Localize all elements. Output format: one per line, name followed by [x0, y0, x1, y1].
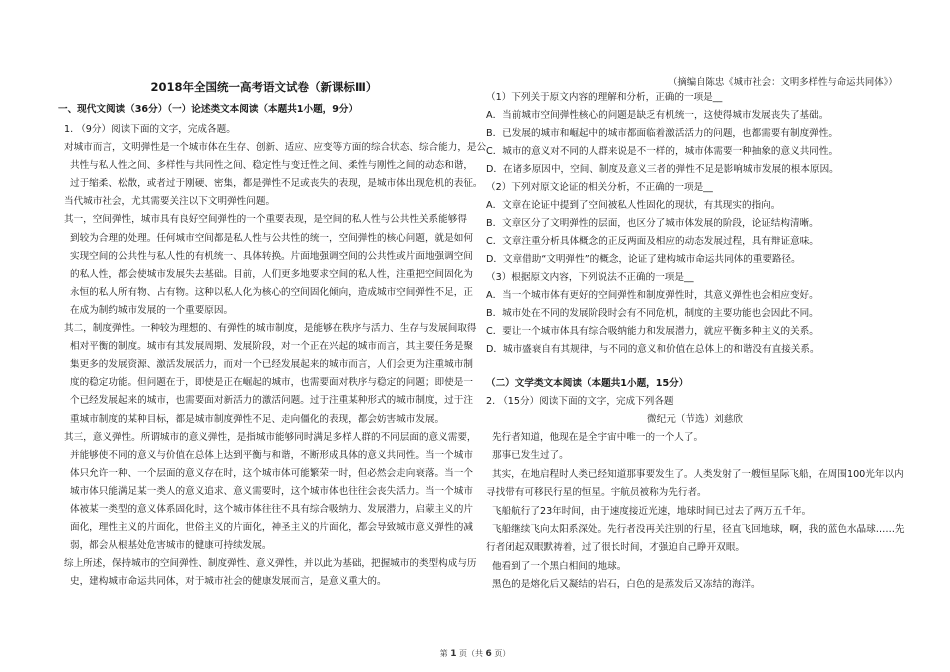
page-title: 2018年全国统一高考语文试卷（新课标Ⅲ）: [150, 80, 378, 94]
footer-suffix: 页）: [494, 649, 511, 658]
story-line: 黑色的是熔化后又凝结的岩石，白色的是蒸发后又冻结的海洋。: [492, 579, 761, 590]
q3-option-a: A．当一个城市体有更好的空间弹性和制度弹性时，其意义弹性也会相应变好。: [486, 290, 819, 301]
section-heading-1: 一、现代文阅读（36分）（一）论述类文本阅读（本题共1小题，9分）: [58, 104, 359, 115]
story-line: 那事已发生过了。: [492, 450, 569, 461]
passage-line: 体被某一类型的意义体系固化时，这个城市体往往不具有综合吸纳力、发展潜力，启蒙主义的片: [70, 504, 473, 515]
story-line: 他看到了一个黑白相间的地球。: [492, 561, 627, 572]
passage-line: 并能够使不同的意义与价值在总体上达到平衡与和谐，不断形成具体的意义共同性。当一个城市: [70, 450, 473, 461]
q3-option-b: B．城市处在不同的发展阶段时会有不同危机，制度的主要功能也会因此不同。: [486, 308, 819, 319]
story-line: 寻找带有可移民行星的恒星。宇航员被称为先行者。: [486, 487, 707, 498]
passage-line: 共性与私人性之间、多样性与共同性之间、稳定性与变迁性之间、柔性与刚性之间的动态和谐，: [70, 160, 473, 171]
story-line: 飞船继续飞向太阳系深处。先行者没再关注别的行星，径直飞回地球，啊，我的蓝色水晶球……先: [492, 524, 905, 535]
question-2-intro: 2. （15分）阅读下面的文字，完成下列各题: [486, 396, 674, 407]
passage-line: 史，建构城市命运共同体，对于城市社会的健康发展而言，是意义重大的。: [70, 576, 387, 587]
q1-stem: （1）下列关于原文内容的理解和分析，正确的一项是__: [486, 92, 723, 103]
story-line: 先行者知道，他现在是全宇宙中唯一的一个人了。: [492, 432, 704, 443]
q2-option-c: C．文章注重分析具体概念的正反两面及相应的动态发展过程，具有辩证意味。: [486, 236, 819, 247]
story-title: 微纪元（节选）刘慈欣: [647, 414, 743, 425]
passage-line: 相对平衡的制度。城市有其发展周期、发展阶段，对一个正在兴起的城市而言，其主要任务是聚: [70, 341, 473, 352]
passage-line: 集更多的发展资源、激活发展活力，而对一个已经发展起来的城市而言，人们会更为注重城市制: [70, 359, 473, 370]
q3-option-d: D．城市盛衰自有其规律，与不同的意义和价值在总体上的和谐没有直接关系。: [486, 344, 820, 355]
story-line: 行者闭起双眼默祷着，过了很长时间，才强迫自己睁开双眼。: [486, 542, 746, 553]
passage-line: 其一，空间弹性，城市具有良好空间弹性的一个重要表现，是空间的私人性与公共性关系能够得: [64, 214, 467, 225]
q2-option-a: A．文章在论证中提到了空间被私人性固化的现状，有其现实的指向。: [486, 200, 781, 211]
passage-line: 度的稳定功能。但问题在于，即使是正在崛起的城市，也需要面对秩序与稳定的问题；即使是一: [70, 377, 473, 388]
q1-option-d: D．在诸多原因中，空间、制度及意义三者的弹性不足是影响城市发展的根本原因。: [486, 164, 839, 175]
passage-line: 个已经发展起来的城市，也需要面对新活力的激活问题。过于注重某种形式的城市制度，过于注: [70, 395, 473, 406]
passage-line: 当代城市社会，尤其需要关注以下文明弹性问题。: [64, 196, 276, 207]
q2-option-b: B．文章区分了文明弹性的层面，也区分了城市体发展的阶段，论证结构清晰。: [486, 218, 819, 229]
passage-line: 到较为合理的处理。任何城市空间都是私人性与公共性的统一，空间弹性的核心问题，就是如何: [70, 233, 473, 244]
question-1-intro: 1. （9分）阅读下面的文字，完成各题。: [64, 124, 236, 135]
footer-total-pages: 6: [485, 649, 492, 659]
passage-line: 其三，意义弹性。所谓城市的意义弹性，是指城市能够同时满足多样人群的不同层面的意义需要，: [64, 432, 477, 443]
passage-line: 的私人性，都会使城市发展失去基础。目前，人们更多地要求空间的私人性，注重把空间固化为: [70, 269, 473, 280]
footer-page-number: 1: [450, 649, 457, 659]
passage-line: 城市体只能满足某一类人的意义追求、意义需要时，这个城市体也往往会丧失活力。当一个城市: [70, 486, 473, 497]
q2-stem: （2）下列对原文论证的相关分析，不正确的一项是__: [486, 182, 713, 193]
footer-middle: 页（共: [459, 649, 483, 658]
passage-line: 永恒的私人所有物、占有物。这种以私人化为核心的空间固化倾向，造成城市空间弹性不足，正: [70, 287, 473, 298]
passage-line: 综上所述，保持城市的空间弹性、制度弹性、意义弹性，并以此为基础，把握城市的类型构成与历: [64, 558, 477, 569]
q1-option-b: B．已发展的城市和崛起中的城市都面临着激活活力的问题，也都需要有制度弹性。: [486, 128, 838, 139]
q3-stem: （3）根据原文内容，下列说法不正确的一项是__: [486, 272, 694, 283]
passage-line: 实现空间的公共性与私人性的有机统一、具体转换。片面地强调空间的公共性或片面地强调空间: [70, 251, 473, 262]
passage-line: 面化，理性主义的片面化，世俗主义的片面化，神圣主义的片面化，都会导致城市意义弹性的减: [70, 522, 473, 533]
story-line: 其实，在地启程时人类已经知道那事要发生了。人类发射了一艘恒星际飞船，在周围100光年以内: [492, 469, 904, 480]
footer-prefix: 第: [439, 649, 448, 658]
passage-line: 在成为制约城市发展的一个重要原因。: [70, 305, 234, 316]
q3-option-c: C．要让一个城市体具有综合吸纳能力和发展潜力，就应平衡多种主义的关系。: [486, 326, 819, 337]
passage-line: 体只允许一种、一个层面的意义存在时，这个城市体可能繁荣一时，但必然会走向衰落。当一个: [70, 468, 473, 479]
passage-line: 对城市而言，文明弹性是一个城市体在生存、创新、适应、应变等方面的综合状态、综合能力，是公: [64, 142, 487, 153]
q1-option-a: A．当前城市空间弹性核心的问题是缺乏有机统一，这使得城市发展丧失了基础。: [486, 110, 829, 121]
q2-option-d: D．文章借助“文明弹性”的概念，论证了建构城市命运共同体的重要路径。: [486, 254, 801, 265]
source-citation: （摘编自陈忠《城市社会：文明多样性与命运共同体》）: [668, 77, 898, 88]
section-heading-2: （二）文学类文本阅读（本题共1小题，15分）: [486, 378, 689, 389]
passage-line: 过于缩柔、松散，或者过于刚硬、密集，都是弹性不足或丧失的表现，是城市体出现危机的表征。: [70, 178, 483, 189]
passage-line: 其二，制度弹性。一种较为理想的、有弹性的城市制度，是能够在秩序与活力、生存与发展间取得: [64, 323, 477, 334]
page-footer: [0, 648, 950, 659]
q1-option-c: C．城市的意义对不同的人群来说是不一样的，城市体需要一种抽象的意义共同性。: [486, 146, 839, 157]
passage-line: 重城市制度的某种目标，都是城市制度弹性不足、走向僵化的表现，都会妨害城市发展。: [70, 414, 445, 425]
passage-line: 弱，都会从根基处危害城市的健康可持续发展。: [70, 540, 272, 551]
story-line: 飞船航行了23年时间，由于速度接近光速，地球时间已过去了两万五千年。: [492, 506, 812, 517]
